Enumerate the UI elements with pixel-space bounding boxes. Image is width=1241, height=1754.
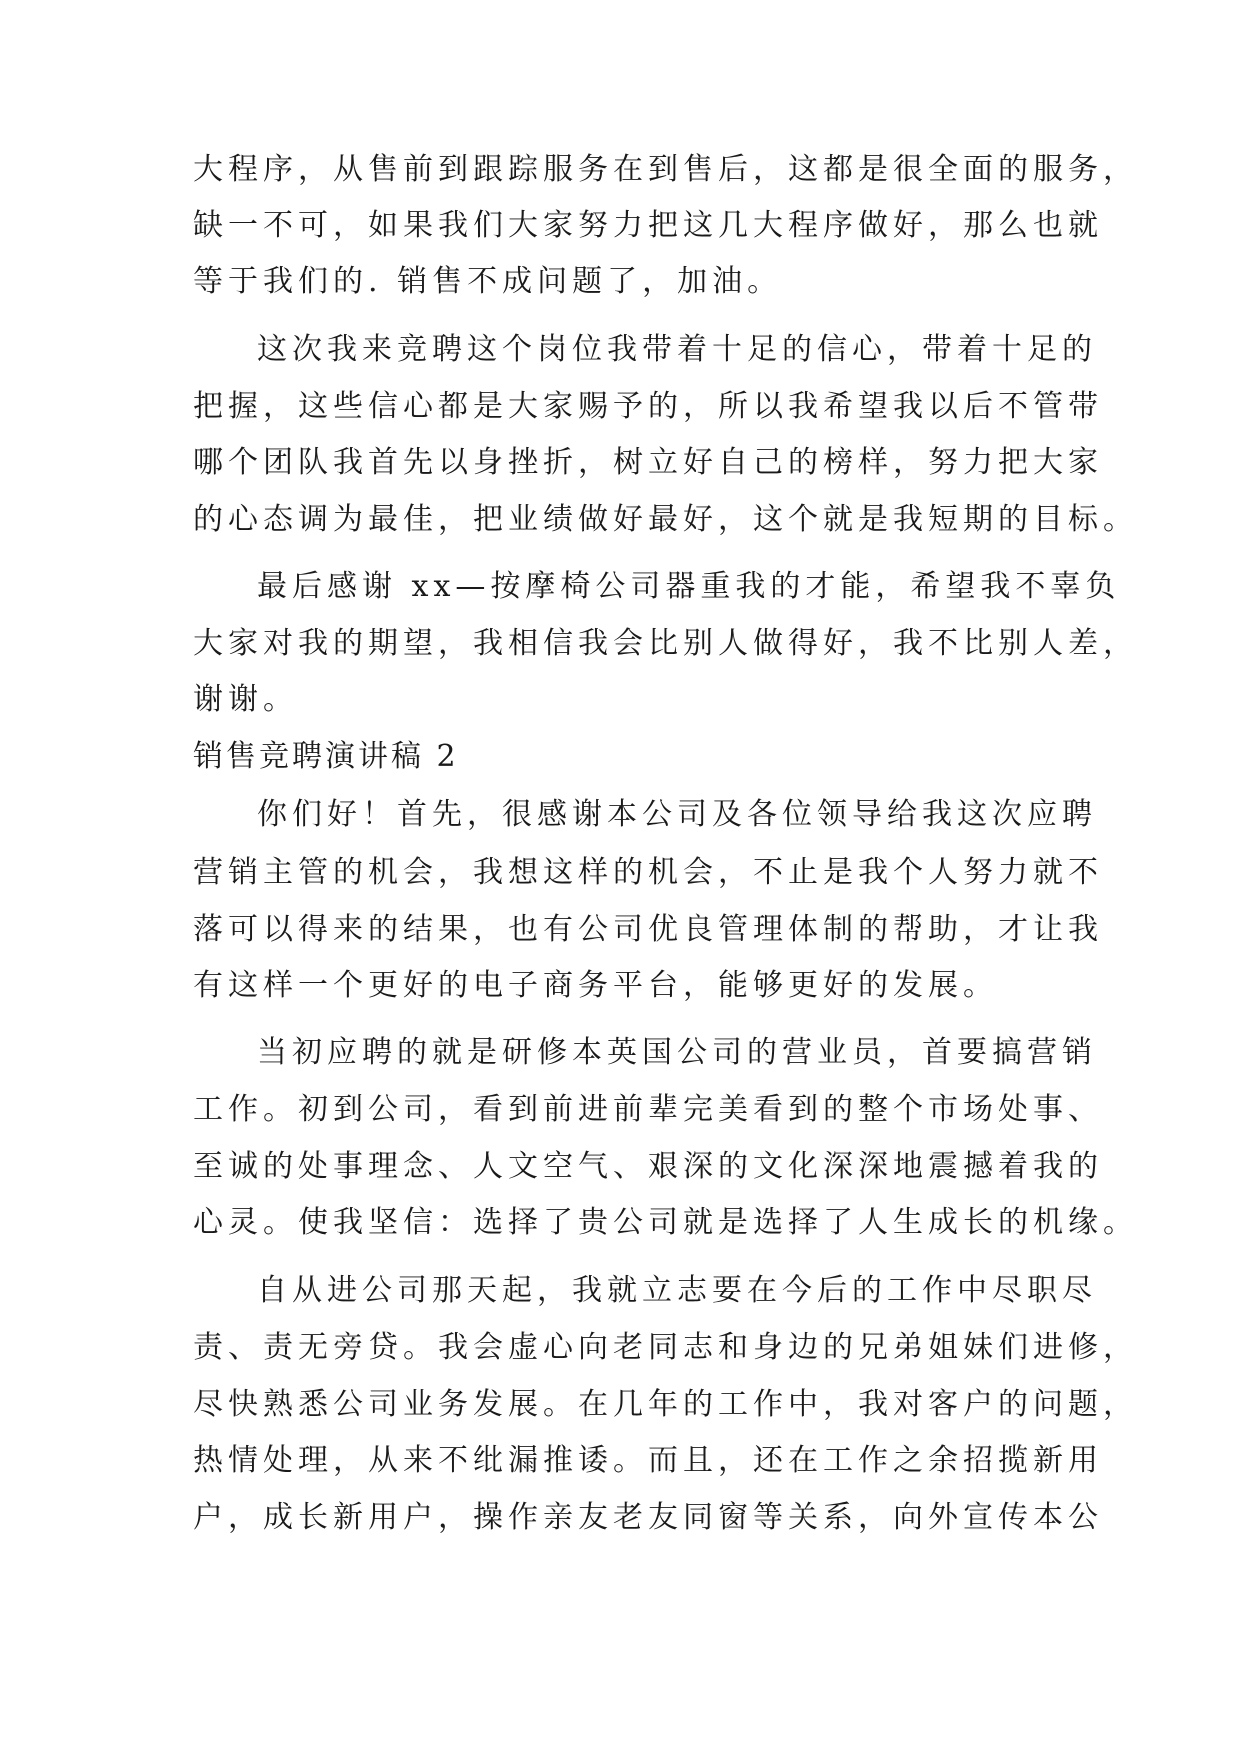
- text-line: 大家对我的期望，我相信我会比别人做得好，我不比别人差，: [193, 626, 1138, 661]
- text-line: 户，成长新用户，操作亲友老友同窗等关系，向外宣传本公: [193, 1500, 1103, 1535]
- text-line: 把握，这些信心都是大家赐予的，所以我希望我以后不管带: [193, 389, 1103, 424]
- paragraph-first-line: 最后感谢 xx—按摩椅公司器重我的才能，希望我不辜负: [257, 569, 1121, 604]
- text-line: 营销主管的机会，我想这样的机会，不止是我个人努力就不: [193, 855, 1103, 890]
- paragraph-first-line: 这次我来竞聘这个岗位我带着十足的信心，带着十足的: [257, 332, 1097, 367]
- text-line: 大程序，从售前到跟踪服务在到售后，这都是很全面的服务，: [193, 152, 1138, 187]
- paragraph-first-line: 当初应聘的就是研修本英国公司的营业员，首要搞营销: [257, 1035, 1097, 1070]
- text-line: 等于我们的. 销售不成问题了，加油。: [193, 264, 783, 299]
- text-line: 至诚的处事理念、人文空气、艰深的文化深深地震撼着我的: [193, 1149, 1103, 1184]
- paragraph-first-line: 自从进公司那天起，我就立志要在今后的工作中尽职尽: [257, 1273, 1097, 1308]
- text-line: 工作。初到公司，看到前进前辈完美看到的整个市场处事、: [193, 1092, 1103, 1127]
- text-line: 缺一不可，如果我们大家努力把这几大程序做好，那么也就: [193, 208, 1103, 243]
- text-line: 责、责无旁贷。我会虚心向老同志和身边的兄弟姐妹们进修，: [193, 1330, 1138, 1365]
- text-line: 热情处理，从来不纰漏推诿。而且，还在工作之余招揽新用: [193, 1443, 1103, 1478]
- text-line: 心灵。使我坚信：选择了贵公司就是选择了人生成长的机缘。: [193, 1205, 1138, 1240]
- text-line: 尽快熟悉公司业务发展。在几年的工作中，我对客户的问题，: [193, 1387, 1138, 1422]
- section-heading: 销售竞聘演讲稿 2: [193, 739, 459, 774]
- text-line: 的心态调为最佳，把业绩做好最好，这个就是我短期的目标。: [193, 502, 1138, 537]
- text-line: 落可以得来的结果，也有公司优良管理体制的帮助，才让我: [193, 912, 1103, 947]
- paragraph-first-line: 你们好！首先，很感谢本公司及各位领导给我这次应聘: [257, 797, 1097, 832]
- text-line: 有这样一个更好的电子商务平台，能够更好的发展。: [193, 968, 998, 1003]
- text-line: 哪个团队我首先以身挫折，树立好自己的榜样，努力把大家: [193, 445, 1103, 480]
- text-line: 谢谢。: [193, 682, 298, 717]
